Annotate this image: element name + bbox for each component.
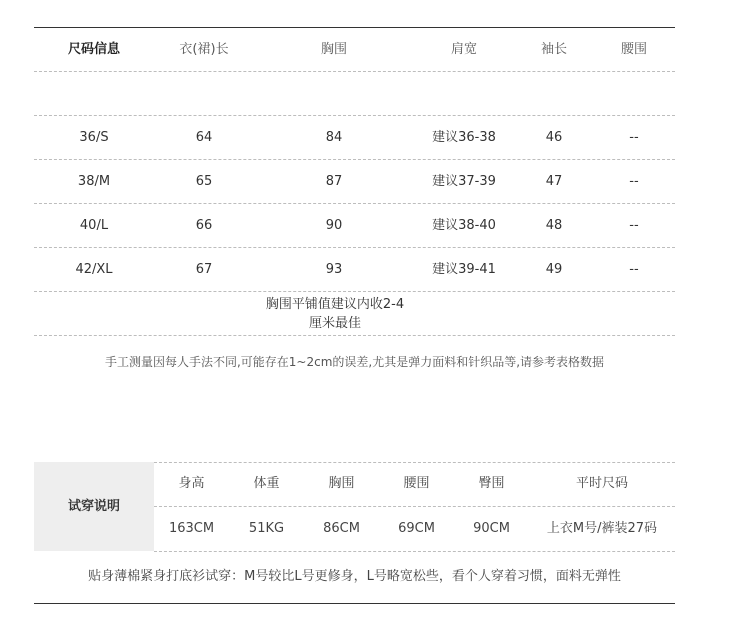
header-waist: 腰围 <box>620 42 647 57</box>
try-value-weight: 51KG <box>248 521 285 536</box>
header-shoulder: 肩宽 <box>450 42 477 57</box>
row-divider <box>34 71 675 72</box>
cell-size: 42/XL <box>75 262 113 277</box>
cell-length: 65 <box>195 174 213 189</box>
try-value-hip: 90CM <box>473 521 510 536</box>
cell-shoulder: 建议39-41 <box>432 262 496 277</box>
row-divider <box>154 551 675 552</box>
fit-description: 贴身薄棉紧身打底衫试穿：M号较比L号更修身，L号略宽松些，看个人穿着习惯，面料无弹性 <box>88 569 621 584</box>
cell-waist: -- <box>629 130 639 145</box>
cell-waist: -- <box>629 174 639 189</box>
cell-sleeve: 49 <box>545 262 563 277</box>
try-on-values-row <box>154 507 675 551</box>
table-row <box>34 116 675 160</box>
bust-note-line-2: 厘米最佳 <box>308 316 361 331</box>
header-length: 衣(裙)长 <box>179 42 229 57</box>
header-size-info: 尺码信息 <box>67 42 120 57</box>
size-table-header-row <box>34 28 675 72</box>
row-divider <box>34 291 675 292</box>
cell-shoulder: 建议38-40 <box>432 218 496 233</box>
cell-shoulder: 建议37-39 <box>432 174 496 189</box>
try-on-label: 试穿说明 <box>67 499 120 514</box>
cell-size: 40/L <box>79 218 109 233</box>
header-bust: 胸围 <box>320 42 347 57</box>
cell-bust: 90 <box>325 218 343 233</box>
cell-bust: 93 <box>325 262 343 277</box>
try-header-weight: 体重 <box>253 476 280 491</box>
try-header-hip: 臀围 <box>478 476 505 491</box>
bust-note-line-1: 胸围平铺值建议内收2-4 <box>265 297 405 312</box>
try-value-usual-size: 上衣M号/裤装27码 <box>546 521 658 536</box>
try-value-waist: 69CM <box>398 521 435 536</box>
cell-size: 38/M <box>77 174 111 189</box>
try-on-label-cell <box>34 462 154 551</box>
try-header-bust: 胸围 <box>328 476 355 491</box>
header-sleeve: 袖长 <box>540 42 567 57</box>
cell-bust: 84 <box>325 130 343 145</box>
row-divider <box>34 115 675 116</box>
cell-waist: -- <box>629 262 639 277</box>
table-bottom-rule <box>34 603 675 604</box>
table-row <box>34 204 675 248</box>
table-row <box>34 248 675 292</box>
cell-sleeve: 46 <box>545 130 563 145</box>
try-value-bust: 86CM <box>323 521 360 536</box>
table-row <box>34 160 675 204</box>
cell-size: 36/S <box>79 130 109 145</box>
cell-waist: -- <box>629 218 639 233</box>
try-header-waist: 腰围 <box>403 476 430 491</box>
cell-length: 66 <box>195 218 213 233</box>
row-divider <box>34 159 675 160</box>
cell-sleeve: 47 <box>545 174 563 189</box>
row-divider <box>34 247 675 248</box>
cell-bust: 87 <box>325 174 343 189</box>
cell-length: 64 <box>195 130 213 145</box>
row-divider <box>34 335 675 336</box>
try-header-usual-size: 平时尺码 <box>575 476 628 491</box>
measurement-disclaimer: 手工测量因每人手法不同,可能存在1~2cm的误差,尤其是弹力面料和针织品等,请参考表格数据 <box>104 355 605 369</box>
cell-shoulder: 建议36-38 <box>432 130 496 145</box>
try-header-height: 身高 <box>178 476 205 491</box>
try-on-header-row <box>154 462 675 506</box>
row-divider <box>34 203 675 204</box>
cell-length: 67 <box>195 262 213 277</box>
try-value-height: 163CM <box>168 521 215 536</box>
cell-sleeve: 48 <box>545 218 563 233</box>
bust-measure-note <box>200 295 470 333</box>
